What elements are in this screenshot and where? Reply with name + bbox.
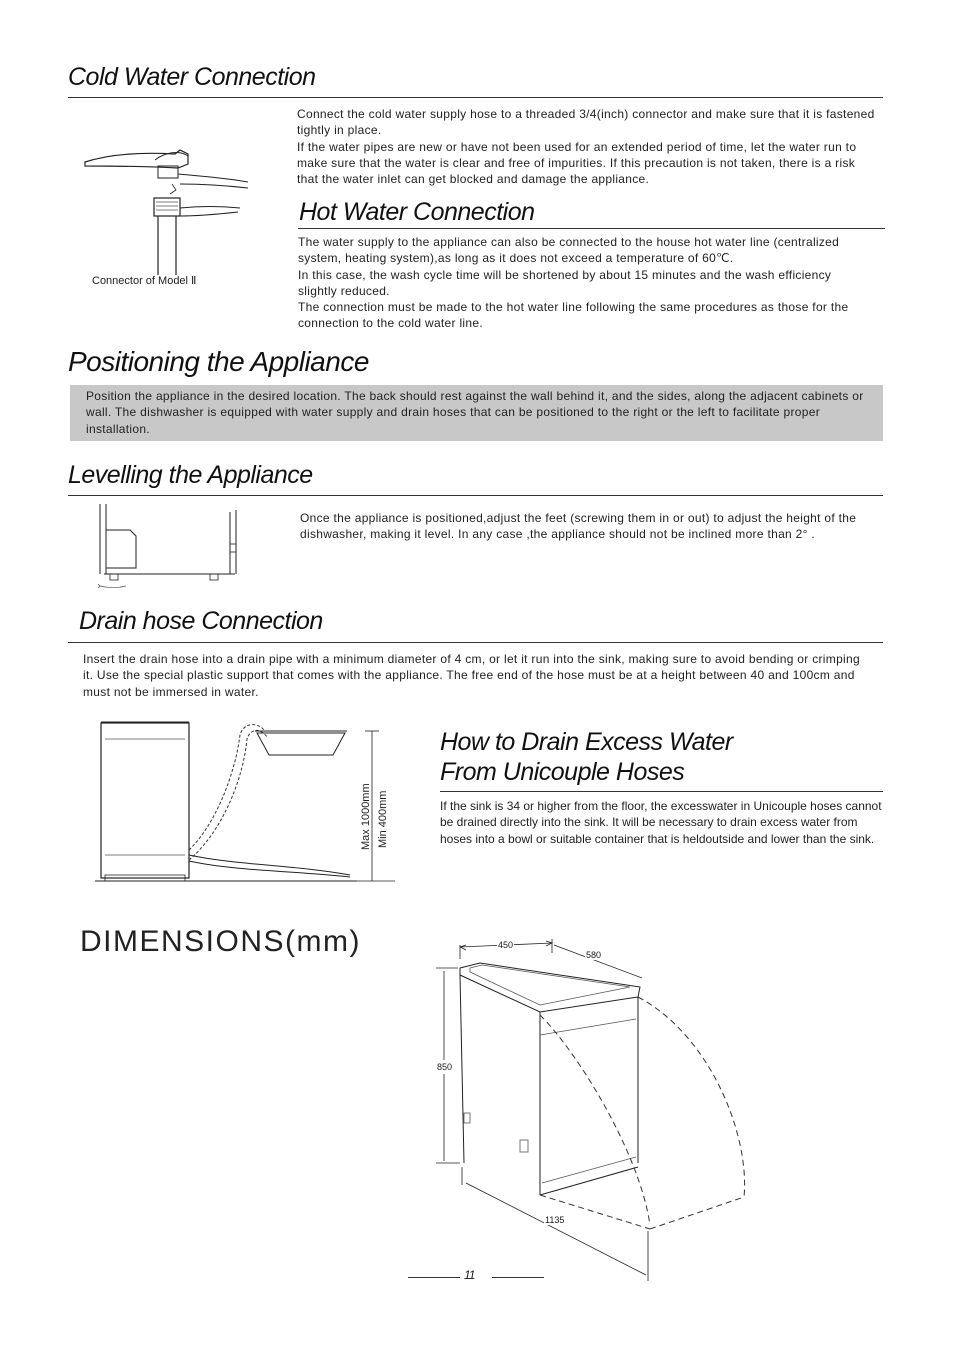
hot-water-body — [298, 234, 868, 332]
excess-title-line: From Unicouple Hoses — [440, 758, 685, 786]
cold-water-paragraph: Connect the cold water supply hose to a threaded 3/4(inch) connector and make sure that it is fastened tightly in place. — [297, 107, 875, 138]
positioning-text: Position the appliance in the desired location. The back should rest against the wall behind it, and the sides, along the adjacent cabinets or wall. The dishwasher is equipped with water supply and drain hoses that can be positioned to the right or the left to facilitate proper installation. — [86, 389, 864, 436]
depth-dimension-label: 580 — [586, 950, 602, 960]
hot-water-paragraph: In this case, the wash cycle time will be shortened by about 15 minutes and the wash efficiency slightly reduced. — [298, 267, 832, 298]
section-divider — [298, 228, 885, 229]
excess-title-line: How to Drain Excess Water — [440, 728, 733, 756]
drain-hose-illustration — [95, 715, 395, 890]
section-divider — [68, 495, 883, 496]
positioning-box — [70, 385, 883, 441]
positioning-title: Positioning the Appliance — [68, 346, 369, 377]
hot-water-paragraph: The connection must be made to the hot water line following the same procedures as those for the connection to the cold water line. — [298, 300, 849, 331]
cold-water-paragraph: If the water pipes are new or have not been used for an extended period of time, let the water run to make sure that the water is clear and free of impurities. If this precaution is not taken, there is a risk that the water inlet can get blocked and damage the appliance. — [297, 139, 857, 187]
excess-water-title — [440, 727, 733, 787]
footer-rule-left — [408, 1277, 460, 1278]
hot-water-paragraph: The water supply to the appliance can also be connected to the house hot water line (centralized system, heating system),as long as it does not exceed a temperature of 60℃. — [298, 235, 840, 266]
drain-title: Drain hose Connection — [79, 607, 323, 635]
hot-water-title: Hot Water Connection — [299, 198, 535, 226]
levelling-text: Once the appliance is positioned,adjust the feet (screwing them in or out) to adjust the height of the dishwasher, making it level. In any case ,the appliance should not be inclined more than 2° . — [300, 511, 857, 542]
section-divider — [68, 642, 883, 643]
cold-water-title: Cold Water Connection — [68, 63, 316, 91]
door-open-dimension-label: 1135 — [545, 1215, 565, 1225]
section-divider — [440, 791, 883, 792]
cold-water-body — [297, 106, 877, 187]
drain-text: Insert the drain hose into a drain pipe with a minimum diameter of 4 cm, or let it run into the sink, making sure to avoid bending or crimping it. Use the special plastic support that comes with the appliance. The free end of the hose must be at a height between 40 and 100cm and must not be immersed in water. — [83, 652, 860, 699]
section-divider — [68, 97, 883, 98]
levelling-illustration — [90, 502, 250, 592]
page-number: 11 — [464, 1268, 475, 1282]
height-dimension-label: 850 — [437, 1062, 453, 1072]
tap-connector-illustration — [80, 140, 260, 280]
dimensions-title: DIMENSIONS(mm) — [80, 925, 361, 958]
dimensions-diagram — [420, 935, 780, 1285]
min-height-label: Min 400mm — [377, 790, 389, 848]
connector-caption: Connector of Model Ⅱ — [92, 275, 197, 287]
max-height-label: Max 1000mm — [360, 783, 372, 850]
excess-water-text: If the sink is 34 or higher from the floor, the excesswater in Unicouple hoses cannot be drained directly into the sink. It will be necessary to drain excess water from hoses into a bowl or suitable container that is heldoutside and lower than the sink. — [440, 799, 882, 846]
width-dimension-label: 450 — [498, 940, 514, 950]
levelling-title: Levelling the Appliance — [68, 461, 313, 489]
footer-rule-right — [492, 1277, 544, 1278]
